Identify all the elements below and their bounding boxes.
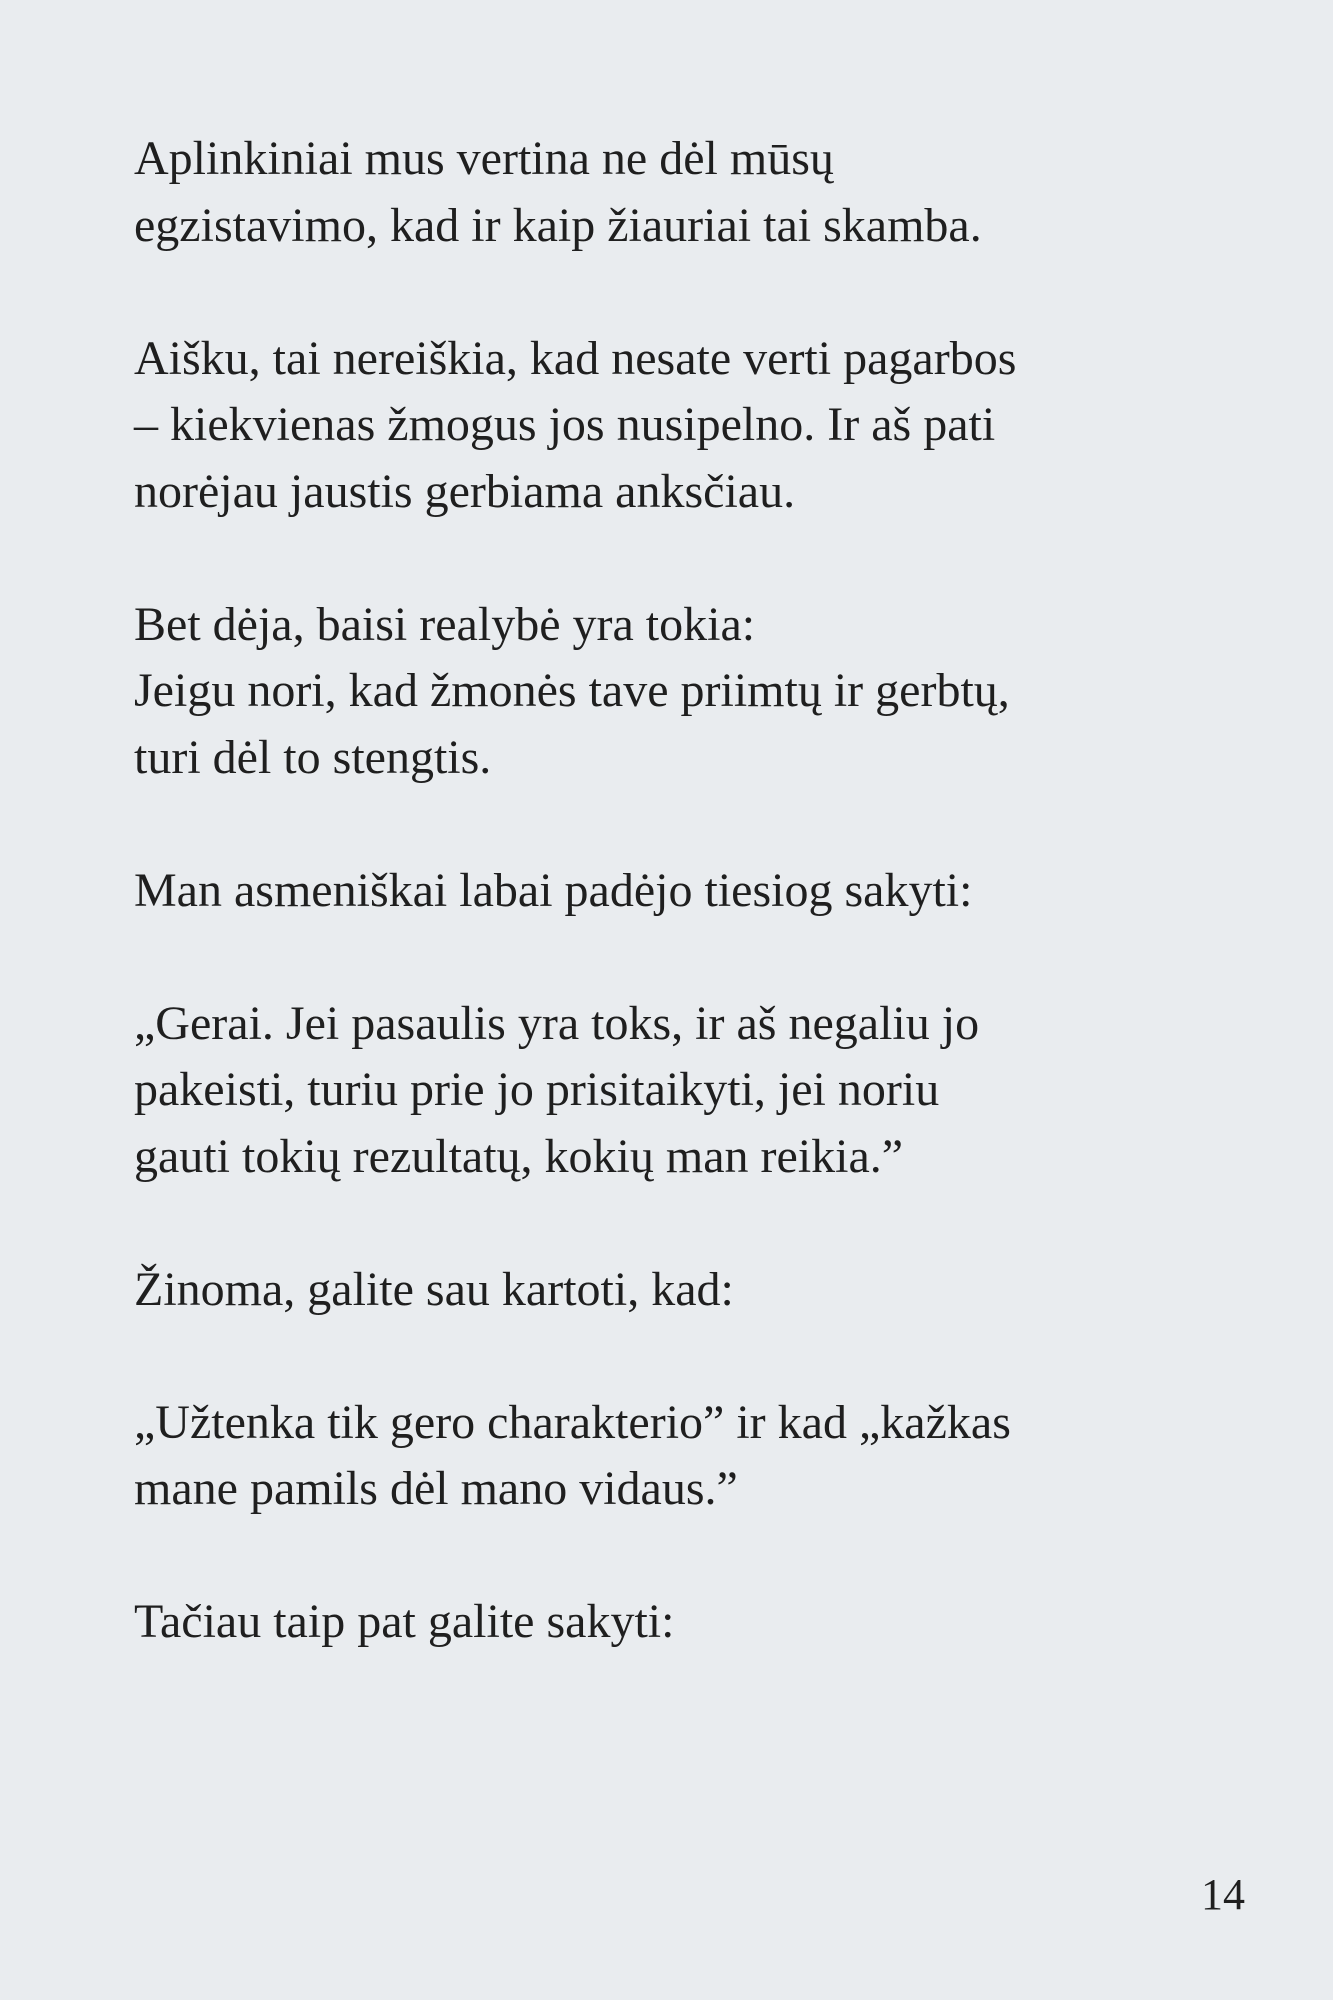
text-line: – kiekvienas žmogus jos nusipelno. Ir aš pati: [134, 398, 996, 451]
text-line: Bet dėja, baisi realybė yra tokia:: [134, 597, 756, 651]
paragraph: [134, 1257, 1214, 1324]
text-line: turi dėl to stengtis.: [134, 730, 492, 784]
paragraph-gap: [134, 1190, 1214, 1257]
text-line: Jeigu nori, kad žmonės tave priimtų ir gerbtų,: [134, 664, 1010, 717]
page-number: 14: [1201, 1870, 1245, 1919]
paragraph-gap: [134, 791, 1214, 858]
paragraph-gap: [134, 259, 1214, 326]
paragraph: [134, 592, 1214, 792]
text-line: mane pamils dėl mano vidaus.”: [134, 1462, 738, 1515]
paragraph: [134, 126, 1214, 259]
text-line: Man asmeniškai labai padėjo tiesiog sakyti:: [134, 863, 973, 917]
text-line: Tačiau taip pat galite sakyti:: [134, 1595, 675, 1648]
paragraph-gap: [134, 1523, 1214, 1590]
text-line: egzistavimo, kad ir kaip žiauriai tai skamba.: [134, 198, 982, 252]
page-body: [134, 126, 1214, 1656]
text-line: Žinoma, galite sau kartoti, kad:: [134, 1262, 734, 1316]
paragraph: [134, 1589, 1214, 1656]
paragraph: [134, 991, 1214, 1191]
text-line: gauti tokių rezultatų, kokių man reikia.”: [134, 1129, 904, 1183]
text-line: „Užtenka tik gero charakterio” ir kad „kažkas: [134, 1395, 1011, 1449]
paragraph-gap: [134, 1323, 1214, 1390]
paragraph-gap: [134, 924, 1214, 991]
text-line: Aplinkiniai mus vertina ne dėl mūsų: [134, 132, 834, 185]
text-line: pakeisti, turiu prie jo prisitaikyti, jei noriu: [134, 1063, 940, 1116]
text-line: norėjau jaustis gerbiama anksčiau.: [134, 464, 796, 518]
paragraph: [134, 858, 1214, 925]
paragraph: [134, 326, 1214, 526]
paragraph-gap: [134, 525, 1214, 592]
text-line: Aišku, tai nereiškia, kad nesate verti pagarbos: [134, 331, 1017, 385]
paragraph: [134, 1390, 1214, 1523]
text-line: „Gerai. Jei pasaulis yra toks, ir aš negaliu jo: [134, 996, 980, 1050]
